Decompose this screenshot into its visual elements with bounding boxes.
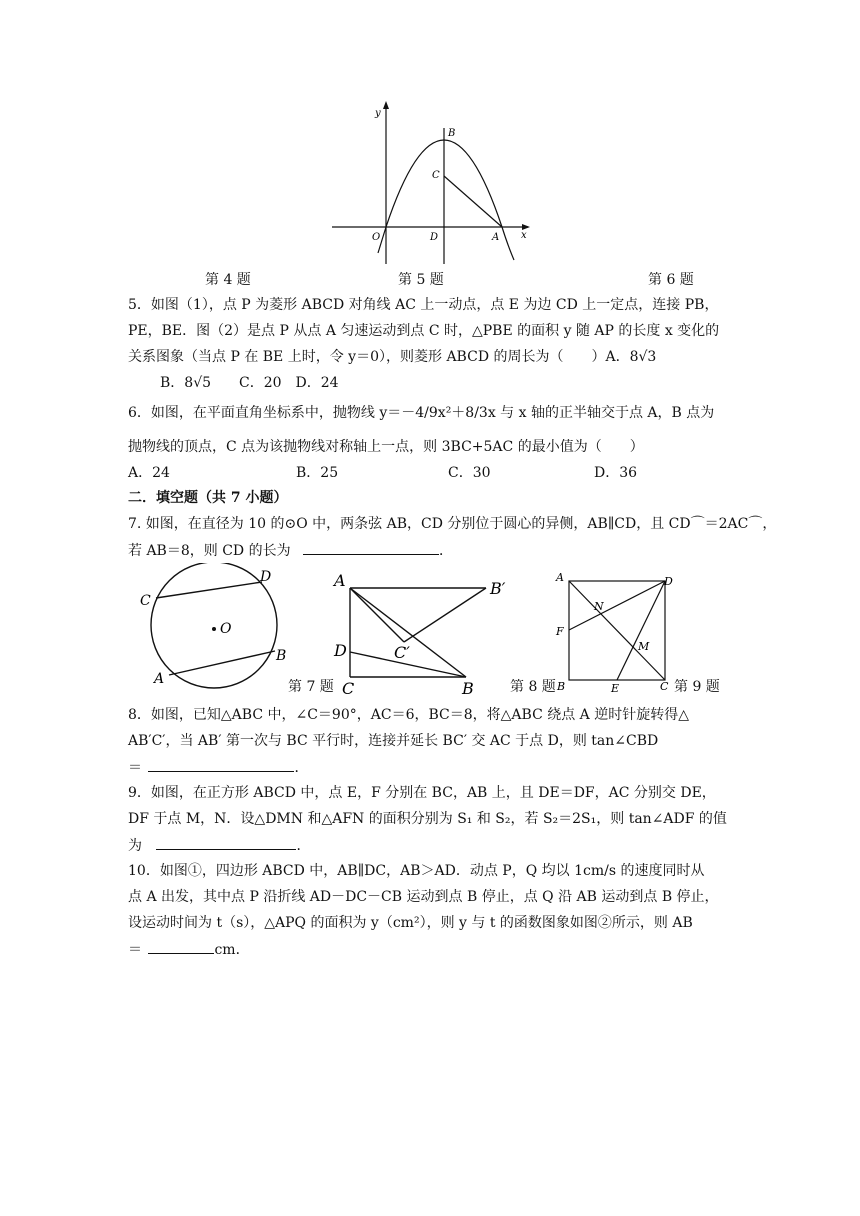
q9-line3-wrap bbox=[128, 835, 732, 856]
fig8-point-c: C bbox=[342, 679, 355, 698]
fig7-point-c: C bbox=[140, 593, 151, 609]
figure-q7-circle bbox=[134, 563, 298, 691]
q10-line1: 10．如图①，四边形 ABCD 中，AB∥DC，AB＞AD．动点 P，Q 均以 1cm/s 的速度同时从 bbox=[128, 863, 705, 879]
q9-line1: 9．如图，在正方形 ABCD 中，点 E，F 分别在 BC，AB 上，且 DE＝DF，AC 分别交 DE， bbox=[128, 785, 716, 801]
q7-answer-blank[interactable] bbox=[303, 540, 439, 555]
q6-option-c: C．30 bbox=[448, 465, 491, 481]
graph-x-label: x bbox=[521, 230, 527, 241]
q10-line3: 设运动时间为 t（s），△APQ 的面积为 y（cm²），则 y 与 t 的函数图象如图②所示，则 AB bbox=[128, 915, 693, 931]
q10-end: cm． bbox=[214, 942, 250, 958]
q5-line2: PE，BE．图（2）是点 P 从点 A 匀速运动到点 C 时，△PBE 的面积 y 随 AP 的长度 x 变化的 bbox=[128, 323, 720, 339]
fig9-point-a: A bbox=[556, 571, 564, 584]
fig8-point-bprime: B′ bbox=[490, 579, 506, 598]
fig9-point-c: C bbox=[660, 680, 669, 693]
q8-line3-wrap bbox=[128, 757, 732, 778]
q5-line3: 关系图象（当点 P 在 BE 上时，令 y＝0），则菱形 ABCD 的周长为（ ）A．8√3 bbox=[128, 349, 657, 365]
graph-point-d: D bbox=[430, 232, 439, 243]
fig7-point-d: D bbox=[260, 569, 272, 585]
q10-answer-blank[interactable] bbox=[148, 939, 214, 954]
parabola-graph bbox=[328, 98, 534, 268]
caption-q9: 第 9 题 bbox=[674, 679, 720, 695]
caption-q5: 第 5 题 bbox=[398, 272, 444, 288]
q7-line1: 7. 如图，在直径为 10 的⊙O 中，两条弦 AB，CD 分别位于圆心的异侧，AB∥CD，且 CD⌒＝2AC⌒， bbox=[128, 516, 777, 532]
fig9-point-n: N bbox=[594, 600, 604, 613]
caption-q8: 第 8 题 bbox=[510, 679, 556, 695]
q9-line3: 为 bbox=[128, 838, 142, 854]
fig9-point-d: D bbox=[664, 575, 673, 588]
q7-line2: 若 AB＝8，则 CD 的长为 bbox=[128, 543, 291, 559]
q5-line4: B．8√5 C．20 D．24 bbox=[160, 375, 339, 391]
section-heading: 二．填空题（共 7 小题） bbox=[128, 490, 288, 506]
graph-point-b: B bbox=[448, 128, 456, 139]
q6-option-d: D．36 bbox=[594, 465, 638, 481]
q5-line1: 5．如图（1），点 P 为菱形 ABCD 对角线 AC 上一动点，点 E 为边 CD 上一定点，连接 PB， bbox=[128, 297, 719, 313]
q6-line1: 6．如图，在平面直角坐标系中，抛物线 y＝－4/9x²＋8/3x 与 x 轴的正半轴交于点 A，B 点为 bbox=[128, 405, 715, 421]
q8-line3: ＝ bbox=[128, 760, 142, 776]
caption-q7: 第 7 题 bbox=[288, 679, 334, 695]
q7-end: ． bbox=[439, 543, 454, 559]
q8-answer-blank[interactable] bbox=[148, 757, 294, 772]
graph-y-label: y bbox=[375, 108, 381, 119]
q6-line2: 抛物线的顶点，C 点为该抛物线对称轴上一点，则 3BC+5AC 的最小值为（ ） bbox=[128, 439, 644, 455]
q9-answer-blank[interactable] bbox=[156, 835, 296, 850]
fig8-point-a: A bbox=[334, 571, 346, 590]
fig8-point-b: B bbox=[462, 679, 474, 698]
fig9-point-e: E bbox=[611, 682, 620, 695]
caption-q4: 第 4 题 bbox=[205, 272, 251, 288]
q10-line4-wrap bbox=[128, 939, 732, 960]
q7-line2-wrap bbox=[128, 540, 732, 561]
fig7-point-a: A bbox=[154, 671, 165, 687]
fig9-point-b: B bbox=[557, 680, 566, 693]
q8-line2: AB′C′，当 AB′ 第一次与 BC 平行时，连接并延长 BC′ 交 AC 于点 D，则 tan∠CBD bbox=[128, 733, 659, 749]
graph-point-c: C bbox=[432, 170, 440, 181]
q10-line4: ＝ bbox=[128, 942, 142, 958]
q10-line2: 点 A 出发，其中点 P 沿折线 AD－DC－CB 运动到点 B 停止，点 Q 沿 AB 运动到点 B 停止， bbox=[128, 889, 719, 905]
figure-q8-triangles bbox=[330, 570, 516, 698]
fig7-point-b: B bbox=[276, 648, 287, 664]
q6-option-b: B．25 bbox=[296, 465, 339, 481]
fig9-point-f: F bbox=[556, 625, 564, 638]
fig8-point-cprime: C′ bbox=[394, 643, 410, 662]
fig7-point-o: O bbox=[220, 621, 232, 637]
q8-line1: 8．如图，已知△ABC 中，∠C＝90°，AC＝6，BC＝8，将△ABC 绕点 A 逆时针旋转得△ bbox=[128, 707, 690, 723]
q9-line2: DF 于点 M，N．设△DMN 和△AFN 的面积分别为 S₁ 和 S₂，若 S₂＝2S₁，则 tan∠ADF 的值 bbox=[128, 811, 727, 827]
graph-point-o: O bbox=[372, 232, 381, 243]
figure-q9-square bbox=[552, 571, 678, 695]
caption-q6: 第 6 题 bbox=[648, 272, 694, 288]
fig9-point-m: M bbox=[638, 640, 650, 653]
fig8-point-d: D bbox=[334, 641, 347, 660]
q6-option-a: A．24 bbox=[128, 465, 170, 481]
graph-point-a: A bbox=[492, 232, 500, 243]
q8-end: ． bbox=[294, 760, 309, 776]
q9-end: ． bbox=[296, 838, 311, 854]
